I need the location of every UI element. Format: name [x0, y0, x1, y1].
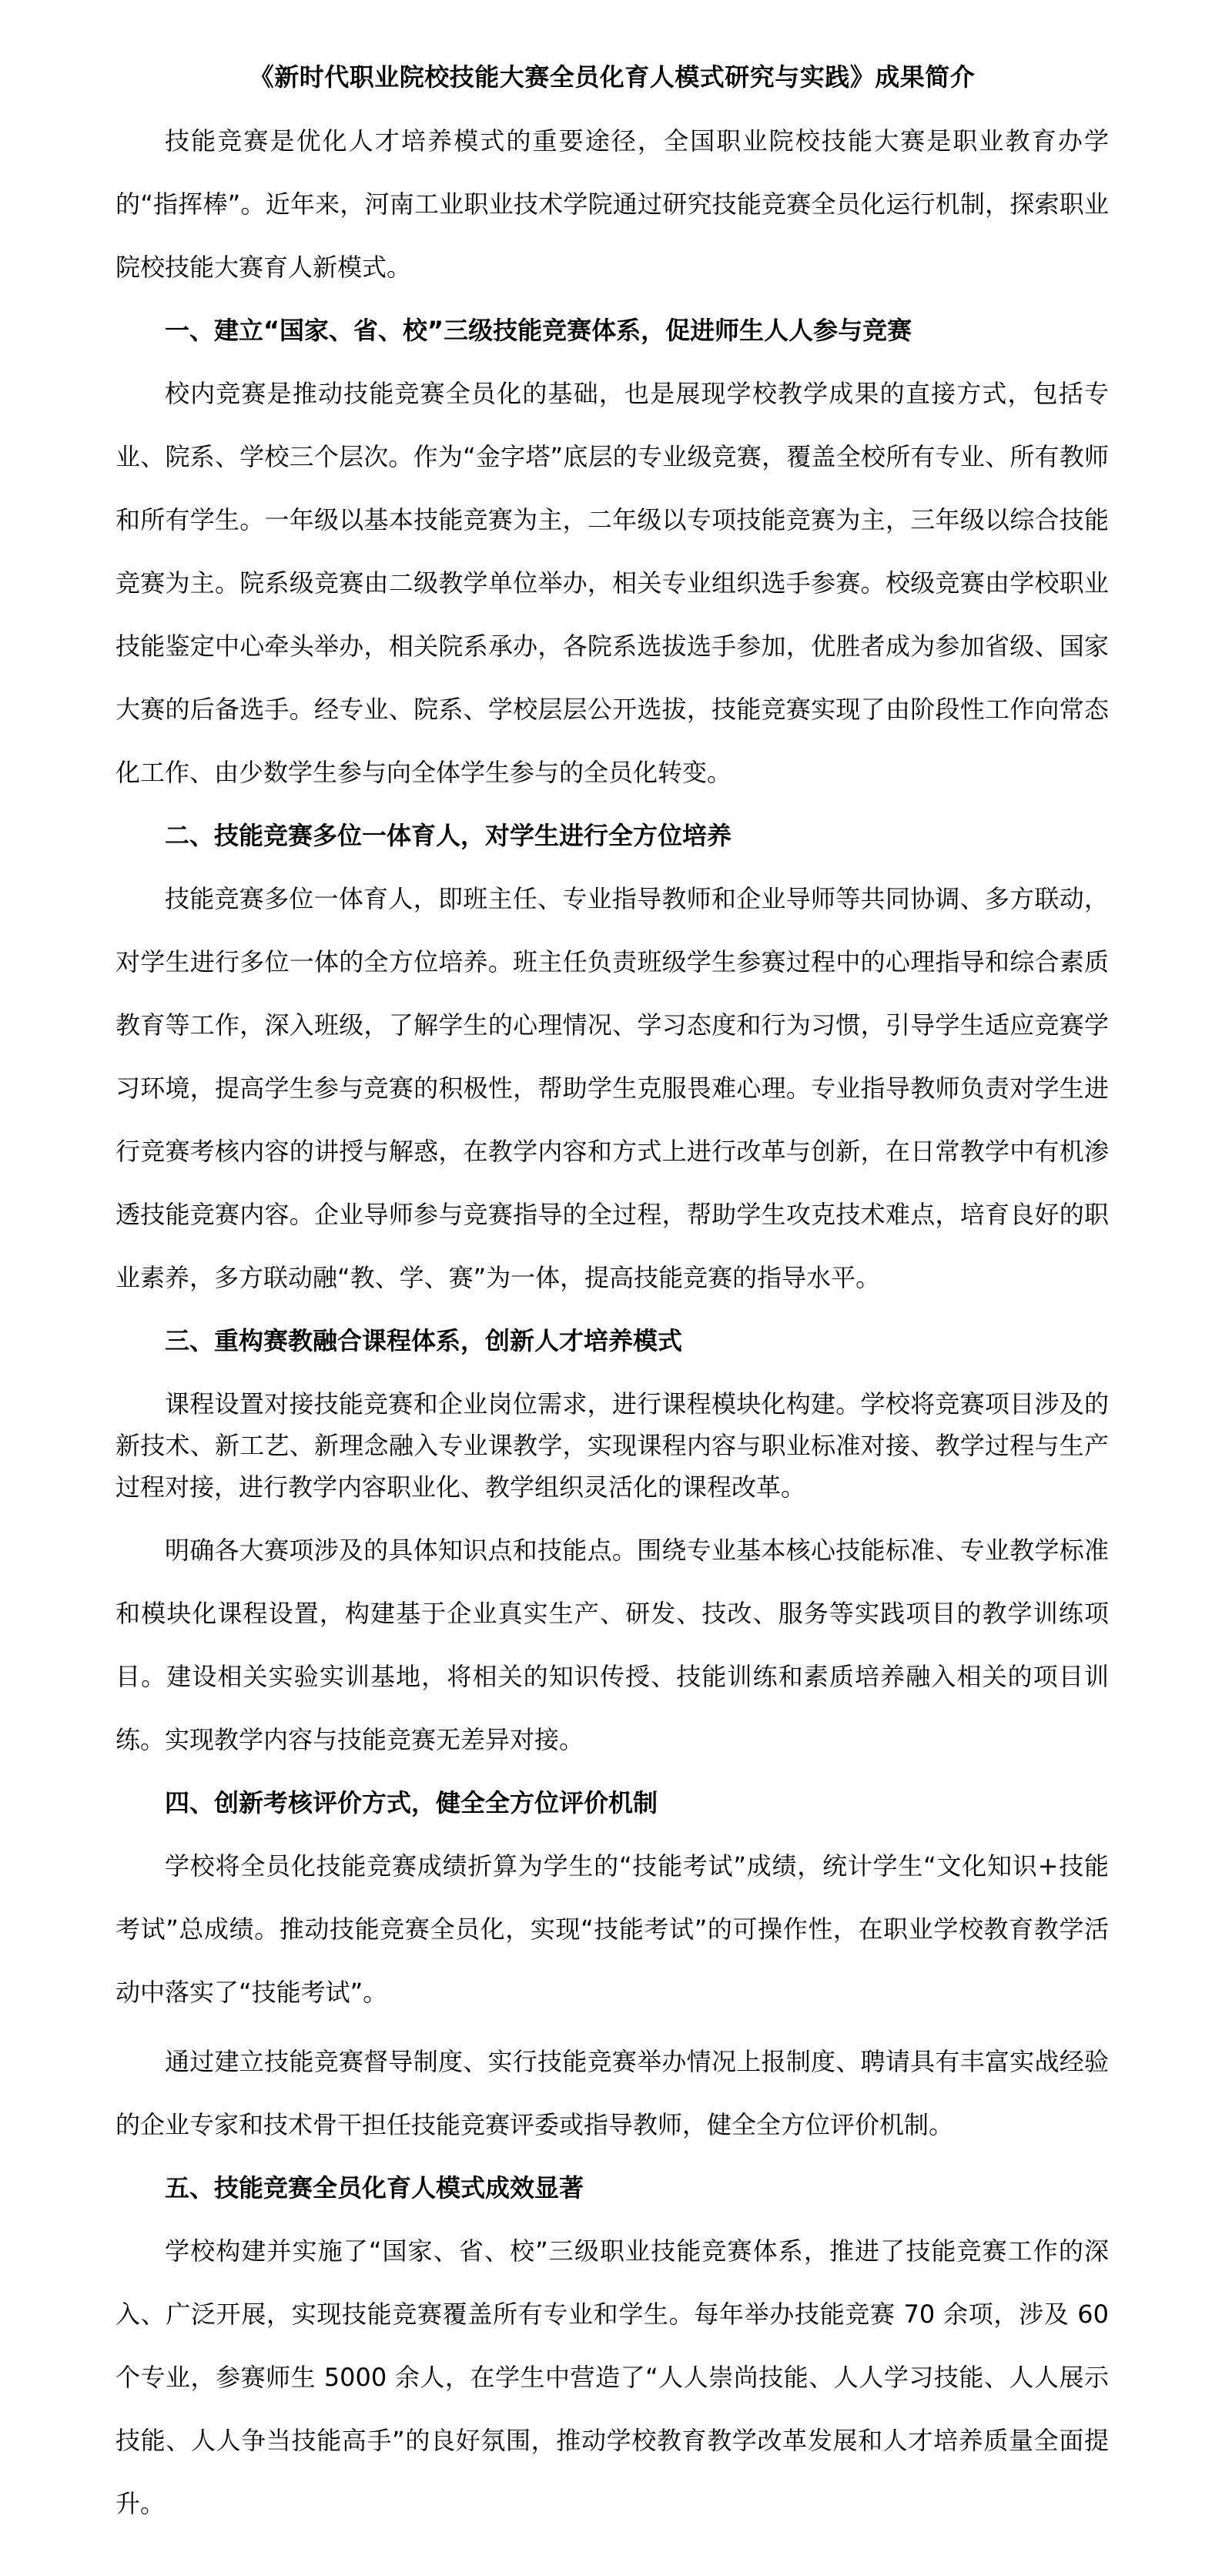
section-2-paragraph-1: 技能竞赛多位一体育人，即班主任、专业指导教师和企业导师等共同协调、多方联动，对学生进行多位一体的全方位培养。班主任负责班级学生参赛过程中的心理指导和综合素质教育等工作，深入班级，了解学生的心理情况、学习态度和行为习惯，引导学生适应竞赛学习环境，提高学生参与竞赛的积极性，帮助学生克服畏难心理。专业指导教师负责对学生进行竞赛考核内容的讲授与解惑，在教学内容和方式上进行改革与创新，在日常教学中有机渗透技能竞赛内容。企业导师参与竞赛指导的全过程，帮助学生攻克技术难点，培育良好的职业素养，多方联动融“教、学、赛”为一体，提高技能竞赛的指导水平。 — [116, 884, 1109, 1292]
section-3-heading: 三、重构赛教融合课程体系，创新人才培养模式 — [165, 1326, 683, 1355]
section-1-heading: 一、建立“国家、省、校”三级技能竞赛体系，促进师生人人参与竞赛 — [165, 316, 912, 345]
section-3-paragraph-1: 课程设置对接技能竞赛和企业岗位需求，进行课程模块化构建。学校将竞赛项目涉及的新技术、新工艺、新理念融入专业课教学，实现课程内容与职业标准对接、教学过程与生产过程对接，进行教学内容职业化、教学组织灵活化的课程改革。 — [116, 1389, 1109, 1502]
section-4-paragraph-2: 通过建立技能竞赛督导制度、实行技能竞赛举办情况上报制度、聘请具有丰富实战经验的企业专家和技术骨干担任技能竞赛评委或指导教师，健全全方位评价机制。 — [116, 2047, 1109, 2139]
section-5-heading: 五、技能竞赛全员化育人模式成效显著 — [165, 2173, 584, 2202]
document-title: 《新时代职业院校技能大赛全员化育人模式研究与实践》成果简介 — [249, 62, 976, 92]
section-5-paragraph-1: 学校构建并实施了“国家、省、校”三级职业技能竞赛体系，推进了技能竞赛工作的深入、广泛开展，实现技能竞赛覆盖所有专业和学生。每年举办技能竞赛 70 余项，涉及 60 个专业，参赛师生 5000 余人，在学生中营造了“人人崇尚技能、人人学习技能、人人展示技能、人人争当技能高手”的良好氛围，推动学校教育教学改革发展和人才培养质量全面提升。 — [116, 2236, 1109, 2518]
intro-paragraph: 技能竞赛是优化人才培养模式的重要途径，全国职业院校技能大赛是职业教育办学的“指挥棒”。近年来，河南工业职业技术学院通过研究技能竞赛全员化运行机制，探索职业院校技能大赛育人新模式。 — [116, 126, 1109, 282]
section-1-paragraph-1: 校内竞赛是推动技能竞赛全员化的基础，也是展现学校教学成果的直接方式，包括专业、院系、学校三个层次。作为“金字塔”底层的专业级竞赛，覆盖全校所有专业、所有教师和所有学生。一年级以基本技能竞赛为主，二年级以专项技能竞赛为主，三年级以综合技能竞赛为主。院系级竞赛由二级教学单位举办，相关专业组织选手参赛。校级竞赛由学校职业技能鉴定中心牵头举办，相关院系承办，各院系选拔选手参加，优胜者成为参加省级、国家大赛的后备选手。经专业、院系、学校层层公开选拔，技能竞赛实现了由阶段性工作向常态化工作、由少数学生参与向全体学生参与的全员化转变。 — [116, 379, 1109, 787]
section-2-heading: 二、技能竞赛多位一体育人，对学生进行全方位培养 — [165, 821, 732, 850]
document-body — [116, 54, 1109, 2535]
section-4-heading: 四、创新考核评价方式，健全全方位评价机制 — [165, 1788, 658, 1817]
section-3-paragraph-2: 明确各大赛项涉及的具体知识点和技能点。围绕专业基本核心技能标准、专业教学标准和模块化课程设置，构建基于企业真实生产、研发、技改、服务等实践项目的教学训练项目。建设相关实验实训基地，将相关的知识传授、技能训练和素质培养融入相关的项目训练。实现教学内容与技能竞赛无差异对接。 — [116, 1536, 1109, 1754]
section-4-paragraph-1: 学校将全员化技能竞赛成绩折算为学生的“技能考试”成绩，统计学生“文化知识+技能考试”总成绩。推动技能竞赛全员化，实现“技能考试”的可操作性，在职业学校教育教学活动中落实了“技能考试”。 — [116, 1851, 1109, 2007]
